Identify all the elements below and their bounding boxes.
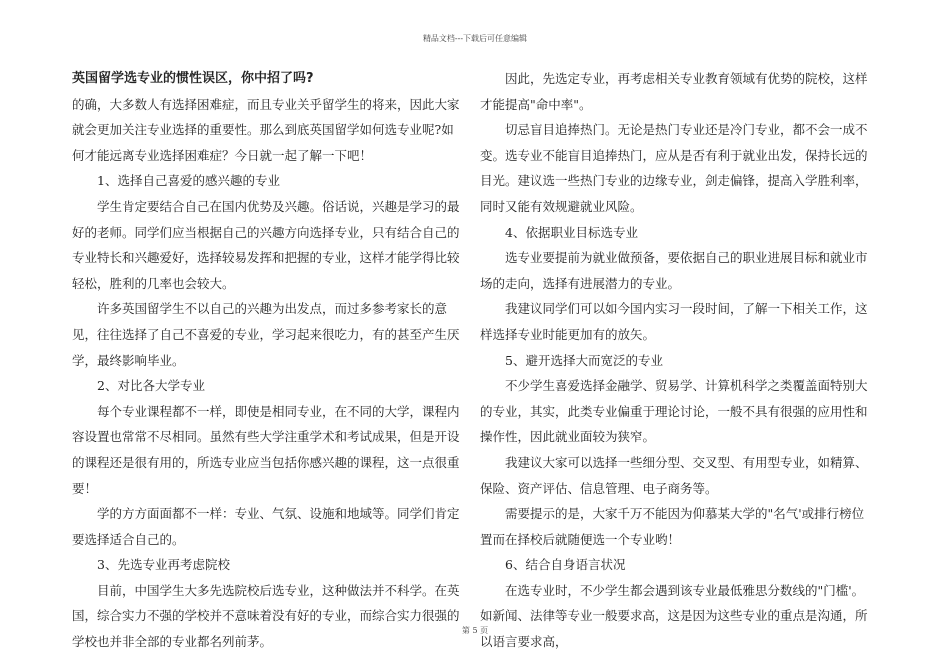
section-heading-1: 1、选择自己喜爱的感兴趣的专业 <box>97 173 280 189</box>
paragraph: 我建议大家可以选择一些细分型、交叉型、有用型专业，如精算、保险、资产评估、信息管理、电子商务等。 <box>480 454 868 496</box>
section-heading-4: 4、依据职业目标选专业 <box>505 224 638 240</box>
section-heading-3: 3、先选专业再考虑院校 <box>97 557 230 573</box>
paragraph: 我建议同学们可以如今国内实习一段时间，了解一下相关工作，这样选择专业时能更加有的放矢。 <box>480 301 868 342</box>
paragraph: 在选专业时，不少学生都会遇到该专业最低雅思分数线的"门槛'。如新闻、法律等专业一般要求高，这是因为这些专业的重点是沟通，所以语言要求高， <box>480 582 868 650</box>
paragraph: 学的方方面面都不一样：专业、气氛、设施和地域等。同学们肯定要选择适合自己的。 <box>72 506 460 547</box>
paragraph: 许多英国留学生不以自己的兴趣为出发点，而过多参考家长的意见，往往选择了自己不喜爱的专业，学习起来很吃力，有的甚至产生厌学，最终影响毕业。 <box>72 301 460 368</box>
paragraph: 因此，先选定专业，再考虑相关专业教育领域有优势的院校，这样才能提高"命中率"。 <box>480 71 868 112</box>
paragraph: 不少学生喜爱选择金融学、贸易学、计算机科学之类覆盖面特别大的专业，其实，此类专业偏重于理论讨论，一般不具有很强的应用性和操作性，因此就业面较为狭窄。 <box>480 378 868 445</box>
paragraph: 学生肯定要结合自己在国内优势及兴趣。俗话说，兴趣是学习的最好的老师。同学们应当根据自己的兴趣方向选择专业，只有结合自己的专业特长和兴趣爱好，选择较易发挥和把握的专业，这样才能学得比较轻松，胜利的几率也会较大。 <box>72 198 460 291</box>
paragraph: 目前，中国学生大多先选院校后选专业，这种做法并不科学。在英国，综合实力不强的学校并不意味着没有好的专业，而综合实力很强的学校也并非全部的专业都名列前茅。 <box>72 582 460 650</box>
paragraph: 切忌盲目追捧热门。无论是热门专业还是冷门专业，都不会一成不变。选专业不能盲目追捧热门，应从是否有利于就业出发，保持长远的目光。建议选一些热门专业的边缘专业，剑走偏锋，提高入学胜利率，同时又能有效规避就业风险。 <box>480 122 868 214</box>
right-column <box>480 66 868 655</box>
intro-paragraph: 的确，大多数人有选择困难症，而且专业关乎留学生的将来，因此大家就会更加关注专业选择的重要性。那么到底英国留学如何选专业呢?如何才能远离专业选择困难症？今日就一起了解一下吧！ <box>72 96 460 163</box>
paragraph: 选专业要提前为就业做预备，要依据自己的职业进展目标和就业市场的走向，选择有进展潜力的专业。 <box>480 250 868 291</box>
page-header: 精品文档---下载后可任意编辑 <box>422 34 528 43</box>
paragraph: 需要提示的是，大家千万不能因为仰慕某大学的"名气'或排行榜位置而在择校后就随便选一个专业哟！ <box>480 506 865 547</box>
section-heading-5: 5、避开选择大而宽泛的专业 <box>505 352 663 368</box>
left-column <box>72 66 460 655</box>
section-heading-2: 2、对比各大学专业 <box>97 378 205 394</box>
page-number: 第 5 页 <box>461 626 489 635</box>
paragraph: 每个专业课程都不一样，即使是相同专业，在不同的大学，课程内容设置也常常不尽相同。虽然有些大学注重学术和考试成果，但是开设的课程还是很有用的，所选专业应当包括你感兴趣的课程，这一点很重要！ <box>72 403 460 496</box>
article-title: 英国留学选专业的惯性误区，你中招了吗? <box>72 71 314 86</box>
section-heading-6: 6、结合自身语言状况 <box>505 557 626 573</box>
